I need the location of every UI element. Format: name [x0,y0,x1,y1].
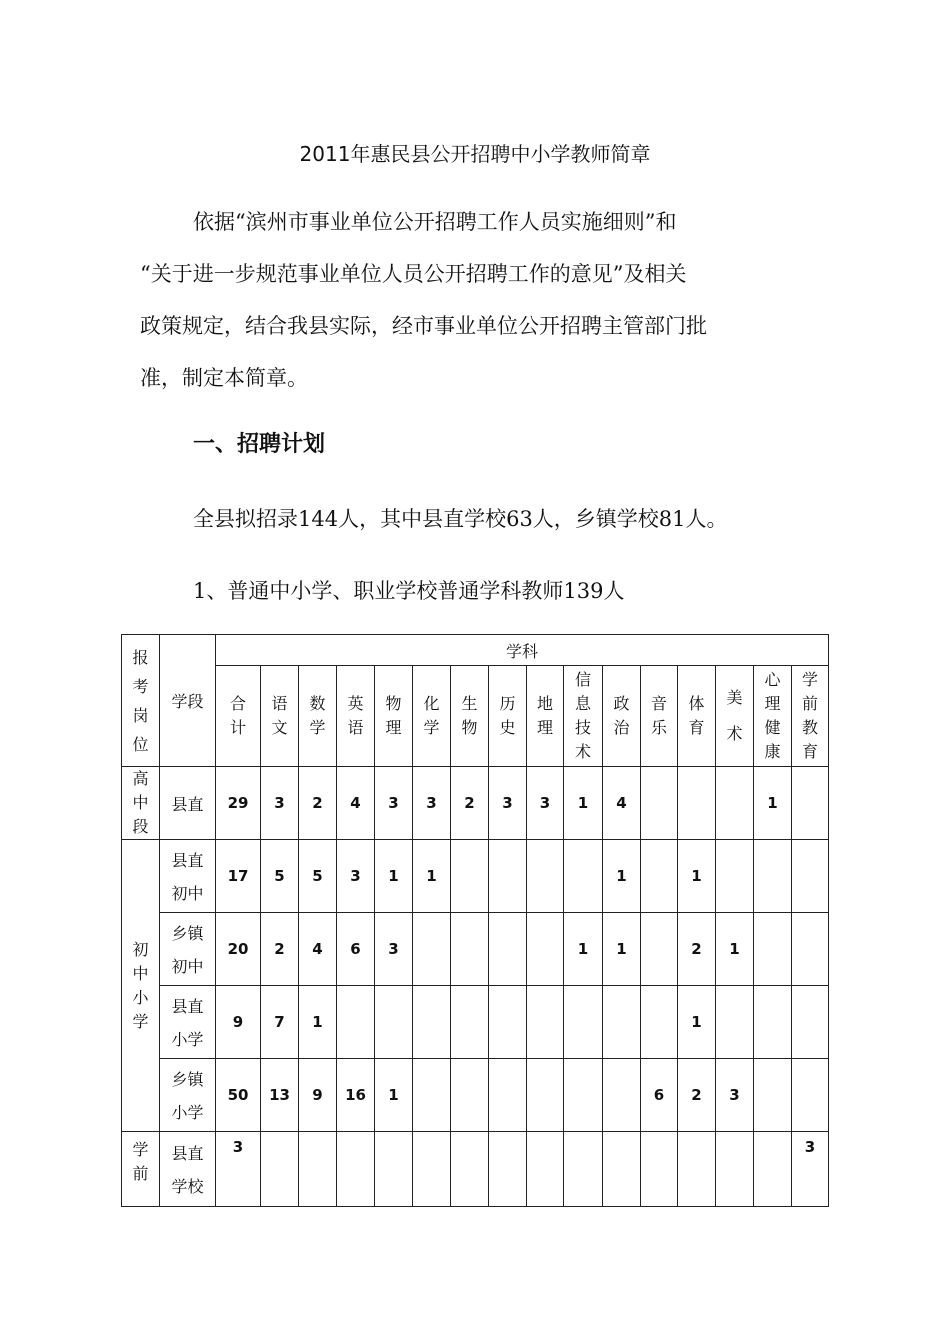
group-high-school: 高中段 [122,767,160,840]
cell-art: 1 [716,913,754,986]
cell-music [641,767,678,840]
cell-biology [451,840,489,913]
table-row [122,840,829,913]
cell-it [564,840,603,913]
cell-art [716,986,754,1059]
cell-pe [678,767,716,840]
cell-it [564,1059,603,1132]
cell-geography [527,840,564,913]
cell-pe [678,1132,716,1207]
cell-biology [451,1132,489,1207]
cell-biology [451,986,489,1059]
cell-preschool: 3 [792,1132,829,1207]
cell-psychology [754,1059,792,1132]
cell-politics: 4 [603,767,641,840]
cell-english: 6 [337,913,375,986]
cell-physics: 3 [375,767,413,840]
cell-total: 17 [216,840,261,913]
cell-politics: 1 [603,840,641,913]
cell-total: 3 [216,1132,261,1207]
subject-math-header: 数学 [299,666,337,767]
cell-math: 5 [299,840,337,913]
row-stage: 乡镇 小学 [160,1059,216,1132]
cell-chinese: 13 [261,1059,299,1132]
subject-art-header: 美术 [716,666,754,767]
cell-music [641,840,678,913]
cell-chemistry [413,1132,451,1207]
cell-geography [527,913,564,986]
cell-preschool [792,767,829,840]
cell-english [337,986,375,1059]
summary-line: 全县拟招录144人，其中县直学校63人，乡镇学校81人。 [193,507,728,531]
cell-it [564,1132,603,1207]
table-row [122,1132,829,1207]
intro-paragraph-cont [140,248,820,404]
cell-total: 20 [216,913,261,986]
cell-biology: 2 [451,767,489,840]
cell-preschool [792,1059,829,1132]
cell-chinese: 5 [261,840,299,913]
row-stage: 县直 [160,767,216,840]
cell-total: 29 [216,767,261,840]
subject-pe-header: 体育 [678,666,716,767]
cell-english: 3 [337,840,375,913]
cell-history [489,840,527,913]
cell-english: 16 [337,1059,375,1132]
cell-music [641,1132,678,1207]
cell-music: 6 [641,1059,678,1132]
cell-chinese: 3 [261,767,299,840]
subject-psychology-header: 心理健康 [754,666,792,767]
subject-history-header: 历史 [489,666,527,767]
intro-paragraph [193,196,833,248]
recruitment-table [121,634,829,1207]
intro-line-2: “关于进一步规范事业单位人员公开招聘工作的意见”及相关 [140,262,687,286]
cell-geography [527,1132,564,1207]
cell-biology [451,1059,489,1132]
subject-biology-header: 生物 [451,666,489,767]
cell-biology [451,913,489,986]
cell-psychology [754,913,792,986]
cell-history: 3 [489,767,527,840]
table-row [122,986,829,1059]
cell-it: 1 [564,913,603,986]
intro-line-1: 依据“滨州市事业单位公开招聘工作人员实施细则”和 [193,210,677,234]
cell-physics: 1 [375,840,413,913]
subject-chemistry-header: 化学 [413,666,451,767]
cell-preschool [792,913,829,986]
subject-music-header: 音乐 [641,666,678,767]
cell-history [489,986,527,1059]
subject-politics-header: 政治 [603,666,641,767]
row-stage: 县直 小学 [160,986,216,1059]
cell-psychology: 1 [754,767,792,840]
cell-music [641,913,678,986]
cell-english [337,1132,375,1207]
intro-line-4: 准，制定本简章。 [140,366,308,390]
cell-geography [527,986,564,1059]
stage-header: 学段 [160,635,216,767]
cell-music [641,986,678,1059]
cell-math: 4 [299,913,337,986]
cell-psychology [754,986,792,1059]
cell-physics [375,986,413,1059]
subject-total-header: 合计 [216,666,261,767]
cell-english: 4 [337,767,375,840]
cell-geography: 3 [527,767,564,840]
cell-politics: 1 [603,913,641,986]
cell-politics [603,1132,641,1207]
row-stage: 县直 学校 [160,1132,216,1207]
cell-chemistry [413,1059,451,1132]
subject-geography-header: 地理 [527,666,564,767]
cell-history [489,1059,527,1132]
cell-chinese: 7 [261,986,299,1059]
intro-line-3: 政策规定，结合我县实际，经市事业单位公开招聘主管部门批 [140,314,707,338]
cell-geography [527,1059,564,1132]
subject-english-header: 英语 [337,666,375,767]
cell-pe: 1 [678,840,716,913]
cell-pe: 2 [678,1059,716,1132]
cell-psychology [754,840,792,913]
cell-math: 2 [299,767,337,840]
cell-math: 1 [299,986,337,1059]
cell-art [716,1132,754,1207]
document-title: 2011年惠民县公开招聘中小学教师简章 [299,142,651,166]
cell-politics [603,1059,641,1132]
table-row [122,913,829,986]
cell-physics: 3 [375,913,413,986]
cell-it [564,986,603,1059]
cell-preschool [792,840,829,913]
cell-chinese: 2 [261,913,299,986]
cell-total: 9 [216,986,261,1059]
cell-chemistry: 3 [413,767,451,840]
cell-math [299,1132,337,1207]
post-header: 报考岗位 [122,635,160,767]
cell-politics [603,986,641,1059]
table-row [122,767,829,840]
subject-header: 学科 [216,635,829,666]
cell-art: 3 [716,1059,754,1132]
row-stage: 县直 初中 [160,840,216,913]
cell-chemistry: 1 [413,840,451,913]
subject-it-header: 信息技术 [564,666,603,767]
row-stage: 乡镇 初中 [160,913,216,986]
group-preschool: 学前 [122,1132,160,1207]
cell-psychology [754,1132,792,1207]
subsection-line: 1、普通中小学、职业学校普通学科教师139人 [193,579,625,603]
subject-preschool-header: 学前教育 [792,666,829,767]
cell-it: 1 [564,767,603,840]
cell-art [716,840,754,913]
cell-chemistry [413,986,451,1059]
cell-math: 9 [299,1059,337,1132]
cell-physics: 1 [375,1059,413,1132]
cell-history [489,913,527,986]
section-heading: 一、招聘计划 [193,432,326,457]
cell-pe: 2 [678,913,716,986]
cell-chemistry [413,913,451,986]
subject-physics-header: 物理 [375,666,413,767]
cell-chinese [261,1132,299,1207]
cell-art [716,767,754,840]
cell-physics [375,1132,413,1207]
group-middle-primary: 初中小学 [122,840,160,1132]
cell-pe: 1 [678,986,716,1059]
cell-preschool [792,986,829,1059]
cell-history [489,1132,527,1207]
subject-chinese-header: 语文 [261,666,299,767]
cell-total: 50 [216,1059,261,1132]
table-row [122,1059,829,1132]
